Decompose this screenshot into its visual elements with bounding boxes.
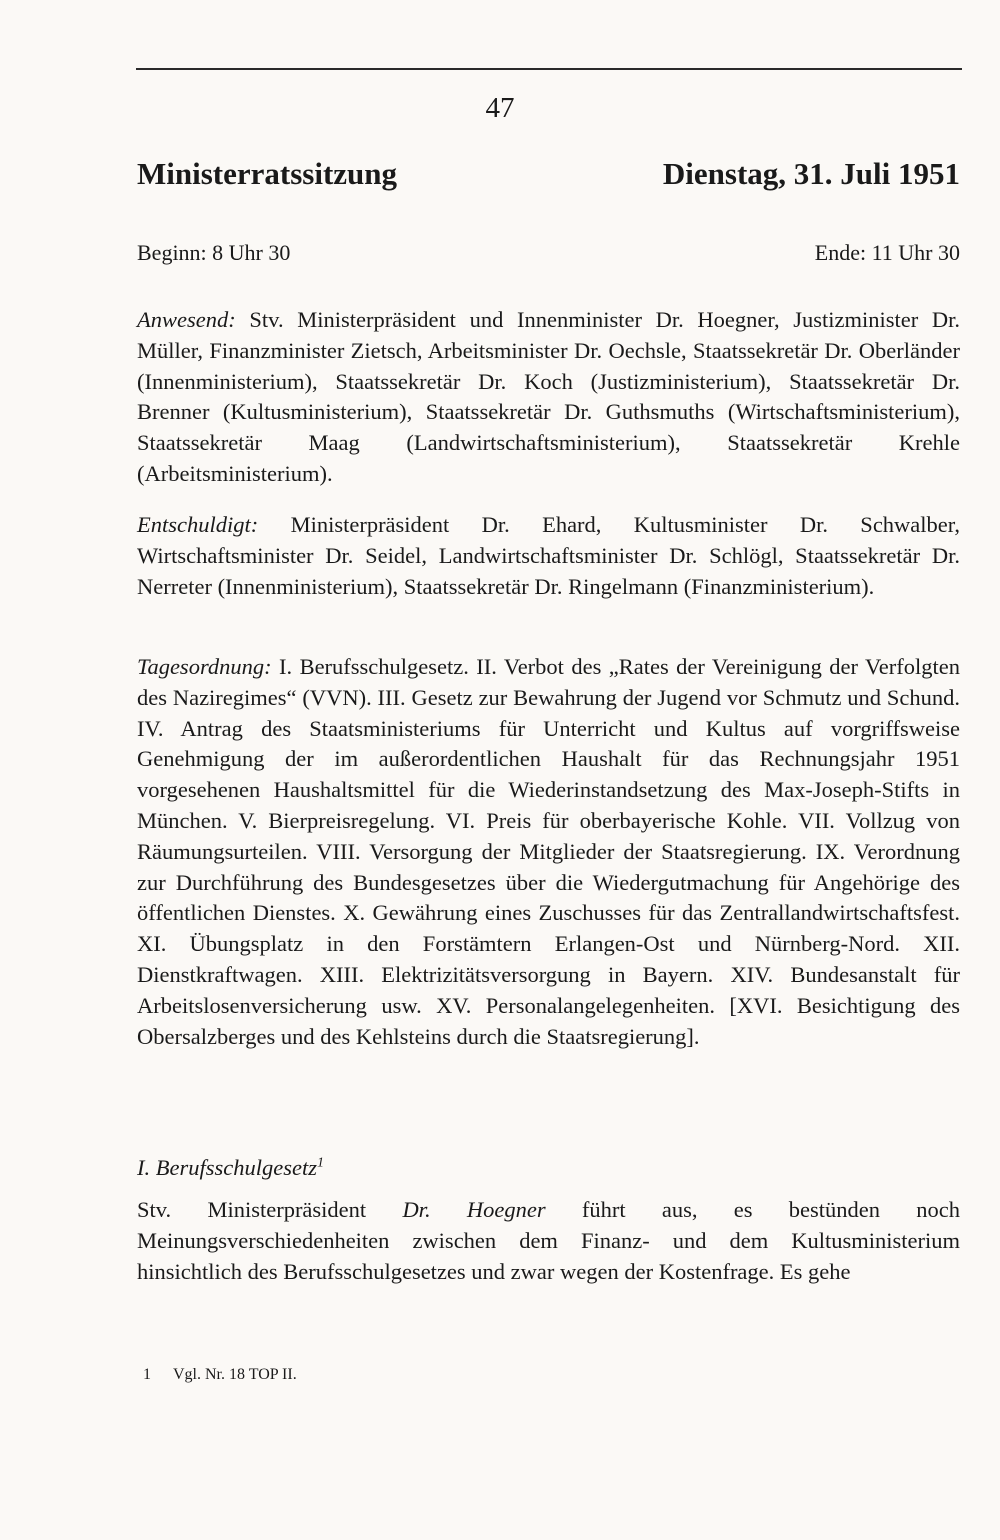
speaker-name: Dr. Hoegner	[402, 1197, 546, 1222]
session-title: Ministerratssitzung	[137, 156, 398, 191]
footnote-text: Vgl. Nr. 18 TOP II.	[173, 1366, 297, 1383]
present-label: Anwesend:	[137, 307, 236, 332]
end-time: Ende: 11 Uhr 30	[814, 240, 960, 265]
time-row	[137, 240, 960, 266]
section-heading-text: I. Berufsschulgesetz	[137, 1155, 317, 1180]
footnote-reference: 1	[316, 1155, 324, 1171]
excused-label: Entschuldigt:	[137, 512, 259, 537]
footnote-number: 1	[143, 1366, 151, 1383]
excused-text: Ministerpräsident Dr. Ehard, Kultusminister Dr. Schwalber, Wirtschaftsminister Dr. Seidel, Landwirtschaftsminister Dr. Schlögl, Staatssekretär Dr. Nerreter (Innenministerium), Staatssekretär Dr. Ringelmann (Finanzministerium).	[137, 512, 960, 599]
begin-time: Beginn: 8 Uhr 30	[137, 240, 291, 265]
body-text-after: führt aus, es bestünden noch Meinungsverschiedenheiten zwischen dem Finanz- und dem Kultusministerium hinsichtlich des Berufsschulgesetzes und zwar wegen der Kostenfrage. Es gehe	[137, 1197, 960, 1284]
present-text: Stv. Ministerpräsident und Innenminister Dr. Hoegner, Justizminister Dr. Müller, Finanzminister Zietsch, Arbeitsminister Dr. Oechsle, Staatssekretär Dr. Oberländer (Innenministerium), Staatssekretär Dr. Koch (Justizministerium), Staatssekretär Dr. Brenner (Kultusministerium), Staatssekretär Dr. Guthsmuths (Wirtschaftsministerium), Staatssekretär Maag (Landwirtschaftsministerium), Staatssekretär Krehle (Arbeitsministerium).	[137, 307, 960, 486]
header-rule	[136, 68, 962, 70]
page-number: 47	[485, 92, 515, 124]
present-paragraph	[137, 305, 960, 490]
agenda-text: I. Berufsschulgesetz. II. Verbot des „Rates der Vereinigung der Verfolgten des Naziregimes“ (VVN). III. Gesetz zur Bewahrung der Jugend vor Schmutz und Schund. IV. Antrag des Staatsministeriums für Unterricht und Kultus auf vorgriffsweise Genehmigung der im außerordentlichen Haushalt für das Rechnungsjahr 1951 vorgesehenen Haushaltsmittel für die Wiederinstandsetzung des Max-Joseph-Stifts in München. V. Bierpreisregelung. VI. Preis für oberbayerische Kohle. VII. Vollzug von Räumungsurteilen. VIII. Versorgung der Mitglieder der Staatsregierung. IX. Verordnung zur Durchführung des Bundesgesetzes über die Wiedergutmachung für Angehörige des öffentlichen Dienstes. X. Gewährung eines Zuschusses für das Zentrallandwirtschaftsfest. XI. Übungsplatz in den Forstämtern Erlangen-Ost und Nürnberg-Nord. XII. Dienstkraftwagen. XIII. Elektrizitätsversorgung in Bayern. XIV. Bundesanstalt für Arbeitslosenversicherung usw. XV. Personalangelegenheiten. [XVI. Besichtigung des Obersalzberges und des Kehlsteins durch die Staatsregierung].	[137, 654, 960, 1049]
agenda-label: Tagesordnung:	[137, 654, 272, 679]
section-heading	[137, 1155, 324, 1181]
agenda-paragraph	[137, 652, 960, 1052]
session-date: Dienstag, 31. Juli 1951	[662, 156, 960, 191]
body-text-before: Stv. Ministerpräsident	[137, 1197, 403, 1222]
title-row	[137, 156, 960, 192]
footnote	[143, 1366, 297, 1384]
excused-paragraph	[137, 510, 960, 602]
section-body-paragraph	[137, 1195, 960, 1287]
